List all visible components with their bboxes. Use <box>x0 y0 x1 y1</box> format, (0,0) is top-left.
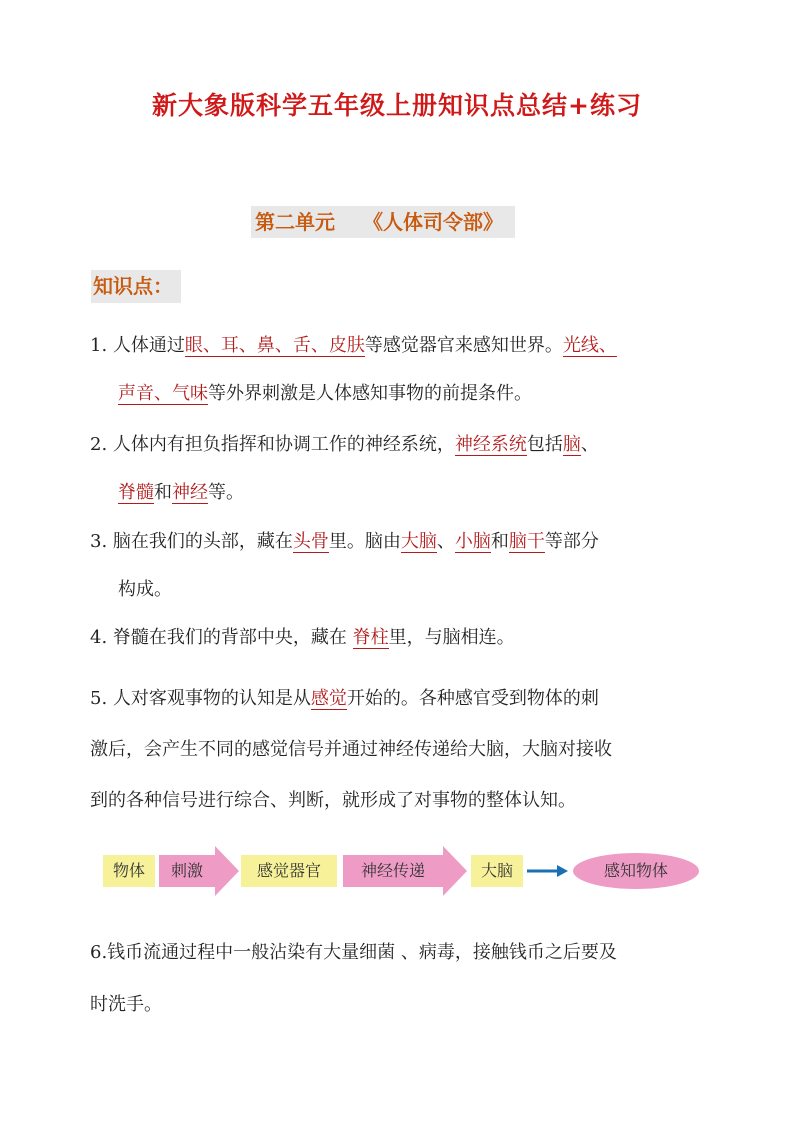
item-number: 5. <box>90 688 108 709</box>
item-text: 和 <box>490 531 509 552</box>
key-term: 脊髓 <box>118 482 154 503</box>
key-term: 脊柱 <box>352 627 389 648</box>
item-text: 人对客观事物的认知是从 <box>112 688 311 709</box>
section-heading: 知识点： <box>91 270 181 303</box>
key-term: 光线、 <box>562 335 617 356</box>
flow-step-object: 物体 <box>103 855 155 887</box>
unit-heading <box>251 206 515 238</box>
flow-step-brain: 大脑 <box>471 855 523 887</box>
item-text: 等外界刺激是人体感知事物的前提条件。 <box>208 383 532 404</box>
key-term: 头骨 <box>292 531 329 552</box>
item-text: 和 <box>154 482 172 503</box>
item-text: 里。脑由 <box>328 531 401 552</box>
document-title: 新大象版科学五年级上册知识点总结+练习 <box>152 91 642 120</box>
item-text: 时洗手。 <box>90 994 162 1015</box>
key-term: 小脑 <box>454 531 491 552</box>
key-term: 脑干 <box>508 531 545 552</box>
item-text: 脑在我们的头部，藏在 <box>112 531 293 552</box>
item-number: 3. <box>90 531 108 552</box>
flow-step-perceive-object: 感知物体 <box>573 853 699 889</box>
key-term: 神经系统 <box>454 434 527 455</box>
item-number: 1. <box>90 335 108 356</box>
item-text: 等。 <box>208 482 244 503</box>
key-term: 脑 <box>562 434 581 455</box>
item-number: 4. <box>90 627 108 648</box>
arrow-head-icon <box>443 846 467 896</box>
unit-name: 《人体司令部》 <box>363 210 503 234</box>
knowledge-item-1 <box>90 322 730 418</box>
key-term: 神经 <box>172 482 208 503</box>
unit-label: 第二单元 <box>255 210 335 234</box>
arrow-head-icon <box>215 846 239 896</box>
item-text: 脊髓在我们的背部中央，藏在 <box>112 627 353 648</box>
key-term: 眼、耳、鼻、舌、皮肤 <box>184 335 365 356</box>
item-number: 2. <box>90 434 108 455</box>
knowledge-item-5 <box>90 673 730 826</box>
item-text: 人体通过 <box>112 335 185 356</box>
knowledge-item-6 <box>90 927 730 1031</box>
knowledge-item-4 <box>90 614 730 662</box>
item-text: 包括 <box>526 434 563 455</box>
item-text: 里，与脑相连。 <box>388 627 515 648</box>
flow-step-sense-organ: 感觉器官 <box>241 855 337 887</box>
item-text: 激后，会产生不同的感觉信号并通过神经传递给大脑，大脑对接收 <box>90 739 612 760</box>
flow-step-stimulus: 刺激 <box>159 855 215 887</box>
knowledge-item-3 <box>90 518 730 614</box>
arrow-right-icon <box>525 864 569 878</box>
item-text: 、 <box>580 434 599 455</box>
flow-arrow-stimulus <box>159 846 237 896</box>
item-text: 等部分 <box>544 531 599 552</box>
flow-step-nerve-transmission: 神经传递 <box>343 855 443 887</box>
item-text: 开始的。各种感官受到物体的刺 <box>346 688 599 709</box>
item-text: 人体内有担负指挥和协调工作的神经系统， <box>112 434 455 455</box>
item-text: 等感觉器官来感知世界。 <box>364 335 563 356</box>
key-term: 声音、气味 <box>118 383 208 404</box>
item-text: 、 <box>436 531 455 552</box>
perception-flow-diagram <box>103 846 703 896</box>
key-term: 感觉 <box>310 688 347 709</box>
key-term: 大脑 <box>400 531 437 552</box>
knowledge-item-2 <box>90 421 730 517</box>
item-text: 构成。 <box>118 579 172 600</box>
item-text: 到的各种信号进行综合、判断，就形成了对事物的整体认知。 <box>90 790 576 811</box>
item-text: 6.钱币流通过程中一般沾染有大量细菌 、病毒，接触钱币之后要及 <box>90 942 617 963</box>
flow-arrow-nerve <box>343 846 467 896</box>
